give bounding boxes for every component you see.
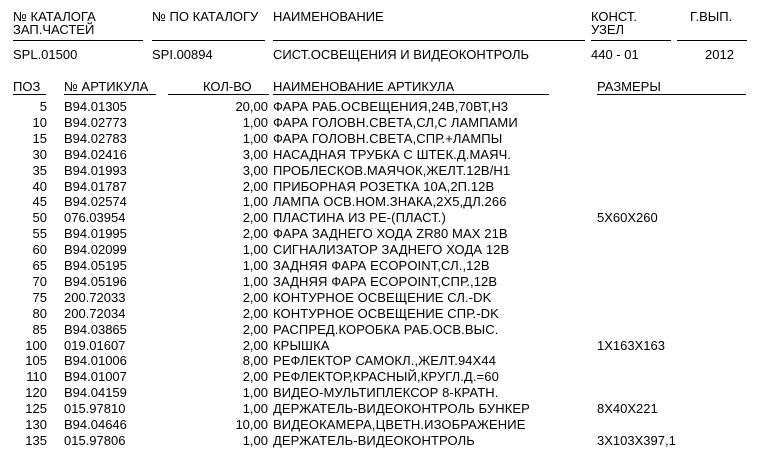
table-row bbox=[0, 179, 760, 195]
row-pos: 70 bbox=[32, 273, 47, 289]
row-qty: 2,00 bbox=[242, 210, 268, 226]
row-qty: 1,00 bbox=[242, 273, 268, 289]
catalog-ref-value: SPI.00894 bbox=[152, 47, 213, 62]
row-article: B94.01787 bbox=[64, 178, 127, 194]
row-size: 1X163X163 bbox=[597, 337, 665, 353]
table-row bbox=[0, 226, 760, 242]
year-value: 2012 bbox=[705, 47, 734, 62]
row-pos: 125 bbox=[25, 401, 47, 417]
table-row bbox=[0, 210, 760, 226]
table-row bbox=[0, 417, 760, 433]
row-article: B94.03865 bbox=[64, 321, 127, 337]
column-header-article: № АРТИКУЛА bbox=[64, 79, 149, 94]
row-pos: 130 bbox=[25, 417, 47, 432]
row-article: B94.01006 bbox=[64, 353, 127, 369]
row-name: ФАРА РАБ.ОСВЕЩЕНИЯ,24В,70ВТ,Н3 bbox=[273, 99, 509, 114]
row-article: B94.02783 bbox=[64, 130, 127, 146]
row-article: B94.02574 bbox=[64, 194, 127, 210]
year-label: Г.ВЫП. bbox=[690, 9, 733, 24]
row-qty: 2,00 bbox=[242, 226, 268, 242]
row-name: РЕФЛЕКТОР,КРАСНЫЙ,КРУГЛ.Д.=60 bbox=[273, 369, 499, 385]
table-row bbox=[0, 433, 760, 449]
row-article: B94.01007 bbox=[64, 369, 127, 385]
assembly-name-value: СИСТ.ОСВЕЩЕНИЯ И ВИДЕОКОНТРОЛЬ bbox=[273, 47, 530, 62]
row-pos: 10 bbox=[32, 114, 47, 130]
row-pos: 135 bbox=[25, 432, 47, 448]
column-header-size: РАЗМЕРЫ bbox=[597, 79, 661, 94]
table-row bbox=[0, 306, 760, 322]
row-qty: 2,00 bbox=[242, 337, 268, 353]
row-article: B94.05196 bbox=[64, 273, 127, 289]
row-pos: 5 bbox=[39, 99, 47, 114]
column-underline bbox=[273, 94, 549, 95]
row-article: B94.02099 bbox=[64, 242, 127, 258]
row-qty: 1,00 bbox=[242, 258, 268, 273]
row-pos: 105 bbox=[25, 353, 47, 369]
row-size: 3X103X397,1 bbox=[597, 432, 676, 448]
assembly-value: 440 - 01 bbox=[591, 47, 639, 62]
row-size: 8X40X221 bbox=[597, 401, 658, 417]
row-qty: 1,00 bbox=[242, 385, 268, 401]
row-qty: 3,00 bbox=[242, 162, 268, 178]
row-name: РЕФЛЕКТОР САМОКЛ.,ЖЕЛТ.94Х44 bbox=[273, 353, 497, 369]
row-pos: 50 bbox=[32, 210, 47, 226]
row-pos: 75 bbox=[32, 289, 47, 305]
table-row bbox=[0, 401, 760, 417]
row-name: ФАРА ЗАДНЕГО ХОДА ZR80 MAX 21В bbox=[273, 226, 508, 242]
row-name: ЗАДНЯЯ ФАРА ECOPOINT,СЛ.,12В bbox=[273, 258, 490, 273]
table-row bbox=[0, 115, 760, 131]
row-article: B94.01995 bbox=[64, 226, 127, 242]
row-article: 200.72033 bbox=[64, 289, 126, 305]
row-article: 015.97810 bbox=[64, 401, 126, 417]
row-qty: 1,00 bbox=[242, 242, 268, 258]
row-name: СИГНАЛИЗАТОР ЗАДНЕГО ХОДА 12В bbox=[273, 242, 510, 258]
row-name: ВИДЕОКАМЕРА,ЦВЕТН.ИЗОБРАЖЕНИЕ bbox=[273, 417, 526, 432]
row-pos: 65 bbox=[32, 258, 47, 273]
row-article: B94.05195 bbox=[64, 258, 127, 273]
row-pos: 80 bbox=[32, 305, 47, 321]
row-pos: 60 bbox=[32, 242, 47, 258]
row-qty: 10,00 bbox=[235, 417, 268, 432]
table-row bbox=[0, 99, 760, 115]
row-name: ВИДЕО-МУЛЬТИПЛЕКСОР 8-КРАТН. bbox=[273, 385, 499, 401]
row-article: 015.97806 bbox=[64, 432, 126, 448]
assembly-label-line2: УЗЕЛ bbox=[591, 22, 625, 37]
row-qty: 1,00 bbox=[242, 432, 268, 448]
table-row bbox=[0, 369, 760, 385]
column-underline bbox=[13, 94, 46, 95]
row-pos: 85 bbox=[32, 321, 47, 337]
table-row bbox=[0, 338, 760, 354]
table-row bbox=[0, 194, 760, 210]
column-header-qty: КОЛ-ВО bbox=[203, 79, 252, 94]
table-row bbox=[0, 274, 760, 290]
row-name: ФАРА ГОЛОВН.СВЕТА,СПР.+ЛАМПЫ bbox=[273, 130, 503, 146]
column-underline bbox=[597, 94, 746, 95]
row-name: НАСАДНАЯ ТРУБКА С ШТЕК.Д.МАЯЧ. bbox=[273, 146, 512, 162]
column-underline bbox=[64, 94, 156, 95]
row-size: 5X60X260 bbox=[597, 210, 658, 226]
row-qty: 1,00 bbox=[242, 114, 268, 130]
row-qty: 1,00 bbox=[242, 401, 268, 417]
row-qty: 20,00 bbox=[235, 99, 268, 114]
column-header-name: НАИМЕНОВАНИЕ АРТИКУЛА bbox=[273, 79, 455, 94]
row-pos: 120 bbox=[25, 385, 47, 401]
row-name: КРЫШКА bbox=[273, 337, 330, 353]
row-qty: 2,00 bbox=[242, 321, 268, 337]
row-article: B94.01305 bbox=[64, 99, 127, 114]
row-pos: 15 bbox=[32, 130, 47, 146]
row-name: ЛАМПА ОСВ.НОМ.ЗНАКА,2Х5,ДЛ.266 bbox=[273, 194, 507, 210]
row-article: 076.03954 bbox=[64, 210, 126, 226]
column-header-pos: ПОЗ bbox=[13, 79, 41, 94]
row-name: ДЕРЖАТЕЛЬ-ВИДЕОКОНТРОЛЬ БУНКЕР bbox=[273, 401, 530, 417]
row-name: ЗАДНЯЯ ФАРА ECOPOINT,СПР.,12В bbox=[273, 273, 498, 289]
row-article: 019.01607 bbox=[64, 337, 126, 353]
row-qty: 2,00 bbox=[242, 289, 268, 305]
row-pos: 40 bbox=[32, 178, 47, 194]
header-divider bbox=[152, 40, 265, 41]
header-divider bbox=[677, 40, 747, 41]
table-row bbox=[0, 258, 760, 274]
header-divider bbox=[591, 40, 671, 41]
table-row bbox=[0, 322, 760, 338]
catalog-ref-label: № ПО КАТАЛОГУ bbox=[152, 9, 259, 24]
row-qty: 2,00 bbox=[242, 305, 268, 321]
row-qty: 2,00 bbox=[242, 369, 268, 385]
row-article: 200.72034 bbox=[64, 305, 126, 321]
row-pos: 55 bbox=[32, 226, 47, 242]
catalog-no-value: SPL.01500 bbox=[13, 47, 78, 62]
table-row bbox=[0, 290, 760, 306]
row-article: B94.04159 bbox=[64, 385, 127, 401]
table-row bbox=[0, 163, 760, 179]
name-label: НАИМЕНОВАНИЕ bbox=[273, 9, 384, 24]
table-row bbox=[0, 353, 760, 369]
row-article: B94.01993 bbox=[64, 162, 127, 178]
row-article: B94.02416 bbox=[64, 146, 127, 162]
catalog-no-label-line1: № КАТАЛОГА bbox=[13, 9, 96, 24]
row-qty: 2,00 bbox=[242, 178, 268, 194]
column-underline bbox=[168, 94, 269, 95]
header-divider bbox=[13, 40, 143, 41]
row-pos: 30 bbox=[32, 146, 47, 162]
row-article: B94.02773 bbox=[64, 114, 127, 130]
row-article: B94.04646 bbox=[64, 417, 127, 432]
row-name: РАСПРЕД.КОРОБКА РАБ.ОСВ.ВЫС. bbox=[273, 321, 499, 337]
row-name: КОНТУРНОЕ ОСВЕЩЕНИЕ СЛ.-DK bbox=[273, 289, 492, 305]
row-name: КОНТУРНОЕ ОСВЕЩЕНИЕ СПР.-DK bbox=[273, 305, 499, 321]
assembly-label-line1: КОНСТ. bbox=[591, 9, 637, 24]
catalog-no-label-line2: ЗАП.ЧАСТЕЙ bbox=[13, 22, 95, 37]
table-row bbox=[0, 385, 760, 401]
table-row bbox=[0, 147, 760, 163]
row-pos: 35 bbox=[32, 162, 47, 178]
row-pos: 45 bbox=[32, 194, 47, 210]
row-qty: 1,00 bbox=[242, 130, 268, 146]
row-qty: 1,00 bbox=[242, 194, 268, 210]
header-divider bbox=[273, 40, 585, 41]
row-name: ПРИБОРНАЯ РОЗЕТКА 10А,2П.12В bbox=[273, 178, 495, 194]
row-qty: 3,00 bbox=[242, 146, 268, 162]
row-name: ДЕРЖАТЕЛЬ-ВИДЕОКОНТРОЛЬ bbox=[273, 432, 475, 448]
row-pos: 110 bbox=[26, 369, 47, 385]
row-name: ФАРА ГОЛОВН.СВЕТА,СЛ,С ЛАМПАМИ bbox=[273, 114, 518, 130]
table-row bbox=[0, 131, 760, 147]
row-name: ПРОБЛЕСКОВ.МАЯЧОК,ЖЕЛТ.12В/Н1 bbox=[273, 162, 511, 178]
table-row bbox=[0, 242, 760, 258]
row-name: ПЛАСТИНА ИЗ РЕ-(ПЛАСТ.) bbox=[273, 210, 446, 226]
row-qty: 8,00 bbox=[242, 353, 268, 369]
row-pos: 100 bbox=[25, 337, 47, 353]
